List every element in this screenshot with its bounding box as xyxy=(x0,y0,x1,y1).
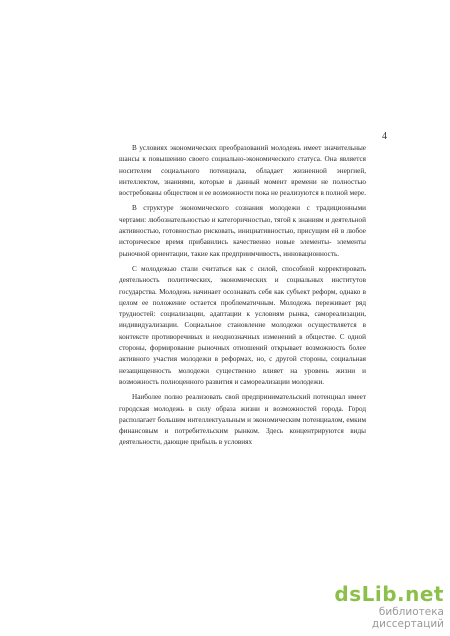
paragraph: С молодежью стали считаться как с силой, способной корректировать деятельность политических, экономических и социальных институтов государства. Молодежь начинает осознавать себя как субъект реформ, однако в целом ее положение остается проблематичным. Молодежь переживает ряд трудностей: социализации, адаптации к условиям рынка, самореализации, индивидуализации. Социальное становление молодежи осуществляется в контексте противоречивых и неоднозначных изменений в обществе. С одной стороны, формирование рыночных отношений открывает возможность более активного участия молодежи в реформах, но, с другой стороны, социальная незащищенность молодежи существенно влияет на уровень жизни и возможность полноценного развития и самореализации молодежи. xyxy=(119,264,366,386)
body-text xyxy=(119,143,366,453)
page-number: 4 xyxy=(382,131,387,142)
paragraph: Наиболее полно реализовать свой предпринимательский потенциал имеет городская молодежь в силу образа жизни и возможностей города. Город располагает большим интеллектуальным и экономическим потенциалом, емким финансовым и потребительским рынком. Здесь концентрируются виды деятельности, дающие прибыль в условиях xyxy=(119,393,366,447)
paragraph: В условиях экономических преобразований молодежь имеет значительные шансы к повышению своего социально-экономического статуса. Она является носителем социального потенциала, обладает жизненной энергией, интеллектом, знаниями, которые в данный момент времени не полностью востребованы обществом и ее возможности пока не реализуются в полной мере. xyxy=(119,144,366,198)
paragraph: В структуре экономического сознания молодежи с традиционными чертами: любознательностью и категоричностью, тягой к знаниям и деятельной активностью, готовностью рисковать, инициативностью, присущим ей в любое историческое время прибавились качественно новые элементы- элементы рыночной ориентации, такие как предприимчивость, инновационность. xyxy=(119,204,366,258)
watermark-logo: dsLib.net xyxy=(334,582,444,606)
site-watermark xyxy=(304,584,444,630)
watermark-subtitle: библиотека диссертаций xyxy=(371,606,444,630)
